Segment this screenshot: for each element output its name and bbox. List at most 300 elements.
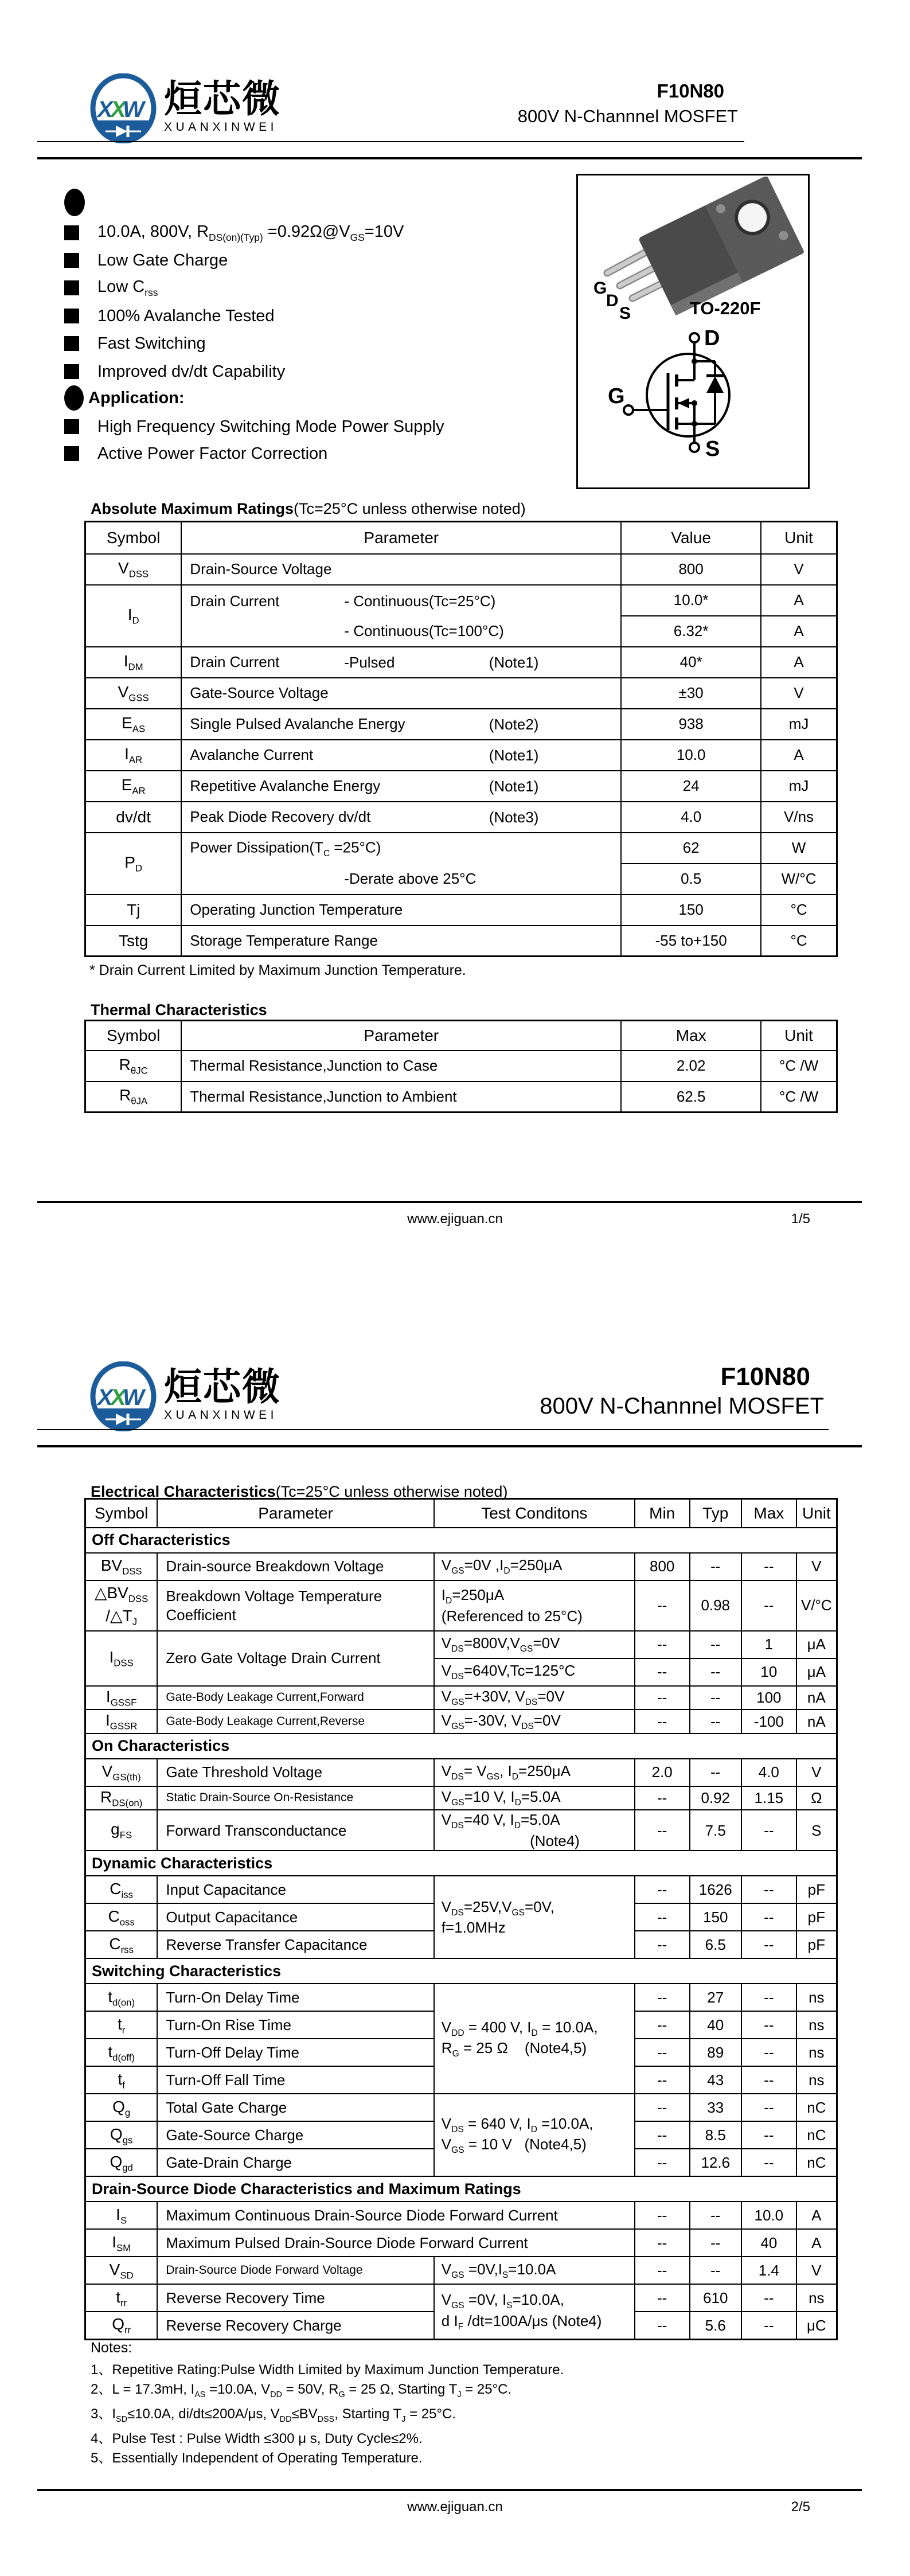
cell-r22-c3: 8.5 xyxy=(690,2121,741,2149)
cell-r7-c6: nA xyxy=(796,1709,837,1734)
cell-r5-c0: $V_{DS}=640V,Tc=125^\circ C$ xyxy=(434,1658,635,1686)
cell-r4-c1: Zero Gate Voltage Drain Current xyxy=(157,1631,433,1686)
feature-text: Application: xyxy=(88,388,185,407)
cell-r2-c0: $BV_{DSS}$ xyxy=(85,1553,158,1580)
header-rule-thick xyxy=(37,1445,862,1447)
section-switching-characteristics: Switching Characteristics xyxy=(85,1958,837,1984)
cell-r22-c4: -- xyxy=(741,2121,796,2149)
cell-r10-c6: Ω xyxy=(796,1786,837,1810)
cell-r9-c0: dv/dt xyxy=(85,802,182,833)
cell-r10-c3: W xyxy=(761,833,837,864)
cell-r18-c5: ns xyxy=(796,2011,837,2039)
cell-r14-c5: pF xyxy=(796,1903,837,1931)
cell-r26-c4: 40 xyxy=(741,2229,796,2257)
cell-r15-c4: -- xyxy=(741,1931,796,1958)
cell-r18-c3: 40 xyxy=(690,2011,741,2039)
cell-r7-c1: Avalanche Current (Note1) xyxy=(181,740,621,771)
cell-r6-c3: mJ xyxy=(761,709,837,740)
cell-r9-c2: $V_{DS}= V_{GS}$, $I_D=250\mu A$ xyxy=(434,1759,635,1786)
cell-r27-c3: -- xyxy=(635,2257,690,2284)
cell-r17-c1: Turn-On Delay Time xyxy=(157,1984,433,2011)
cell-r0-c0: Symbol xyxy=(85,1499,158,1528)
symbol-label-s: S xyxy=(705,437,720,461)
cell-r0-c0: Symbol xyxy=(85,1021,182,1051)
cell-r11-c5: -- xyxy=(741,1810,796,1851)
feature-text: 10.0A, 800V, $R_{DS(on)(Typ)}$ $=0.92\Omega@V_{GS}=10V$ xyxy=(97,222,404,243)
cell-r14-c4: -- xyxy=(741,1903,796,1931)
cell-r27-c5: 1.4 xyxy=(741,2257,796,2284)
cell-r28-c4: 610 xyxy=(690,2284,741,2312)
cell-r23-c2: -- xyxy=(635,2149,690,2176)
cell-r10-c1: Power $Dissipation(T_C =25^\circ C)$ -Derate above 25°C xyxy=(181,833,621,895)
cell-r29-c0: $Q_{rr}$ xyxy=(85,2312,158,2339)
cell-r13-c4: 1626 xyxy=(690,1876,741,1903)
note-line: 4、Pulse Test : Pulse Width ≤300 μ s, Duty Cycle≤2%. xyxy=(91,2430,423,2446)
cell-r10-c3: -- xyxy=(635,1786,690,1810)
cell-r12-c1: Operating Junction Temperature xyxy=(181,895,621,926)
cell-r20-c0: $t_f$ xyxy=(85,2066,158,2094)
cell-r10-c0: $P_D$ xyxy=(85,833,182,895)
title-block xyxy=(540,1363,824,1419)
cell-r12-c0: Tj xyxy=(85,895,182,926)
cell-r2-c3: °C /W xyxy=(761,1082,837,1113)
cell-r6-c2: $V_{GS}=+30V$, $V_{DS}=0V$ xyxy=(434,1686,635,1710)
company-name-latin: XUANXINWEI xyxy=(164,1408,278,1422)
mosfet-symbol xyxy=(591,318,757,462)
part-description: 800V N-Channnel MOSFET xyxy=(540,1394,824,1419)
cell-r13-c3: -- xyxy=(635,1876,690,1903)
feature-item xyxy=(64,220,404,246)
cell-r2-c1: Drain Current - Continuous(Tc=25°C) - Continuous(Tc=100°C) xyxy=(181,585,621,647)
feature-text: Improved dv/dt Capability xyxy=(97,362,286,381)
symbol-label-g: G xyxy=(608,384,625,408)
amr-footnote: * Drain Current Limited by Maximum Junction Temperature. xyxy=(89,962,466,978)
cell-r6-c0: $E_{AS}$ xyxy=(85,709,182,740)
cell-r6-c0: $I_{GSSF}$ xyxy=(85,1686,158,1710)
cell-r11-c4: 7.5 xyxy=(690,1810,741,1851)
note-line: 3、$I_{SD}\le 10.0A$, di/dt≤200A/μs, $V_{DD}\le BV_{DSS}$, Starting $T_J = 25^\circ C$. xyxy=(91,2406,456,2424)
electrical-characteristics-table xyxy=(84,1498,838,2340)
cell-r6-c2: 938 xyxy=(621,709,761,740)
cell-r5-c1: Gate-Source Voltage xyxy=(181,678,621,709)
cell-r20-c5: ns xyxy=(796,2066,837,2094)
cell-r28-c6: ns xyxy=(796,2284,837,2312)
cell-r2-c1: Drain-source Breakdown Voltage xyxy=(157,1553,433,1580)
cell-r0-c3: Unit xyxy=(761,1021,837,1051)
cell-r14-c2: -- xyxy=(635,1903,690,1931)
cell-r9-c2: 4.0 xyxy=(621,802,761,833)
cell-r26-c5: A xyxy=(796,2229,837,2257)
cell-r22-c1: Gate-Source Charge xyxy=(157,2121,433,2149)
part-number: F10N80 xyxy=(720,1363,810,1391)
cell-r15-c3: 6.5 xyxy=(690,1931,741,1958)
square-bullet-icon xyxy=(64,309,79,323)
cell-r11-c1: Forward Transconductance xyxy=(157,1810,433,1851)
cell-r13-c5: -- xyxy=(741,1876,796,1903)
square-bullet-icon xyxy=(64,280,79,295)
cell-r0-c6: Unit xyxy=(796,1499,837,1528)
cell-r13-c2: -55 to+150 xyxy=(621,926,761,957)
cell-r0-c5: Max xyxy=(741,1499,796,1528)
cell-r29-c1: Reverse Recovery Charge xyxy=(157,2312,433,2339)
cell-r13-c0: Tstg xyxy=(85,926,182,957)
section-diode-characteristics: Drain-Source Diode Characteristics and Maximum Ratings xyxy=(85,2176,837,2202)
cell-r4-c0: $I_{DM}$ xyxy=(85,647,182,678)
cell-r6-c5: 100 xyxy=(741,1686,796,1710)
cell-r8-c3: mJ xyxy=(761,771,837,802)
footer-rule xyxy=(37,1201,862,1203)
cell-r9-c5: 4.0 xyxy=(741,1759,796,1786)
cell-r27-c6: V xyxy=(796,2257,837,2284)
square-bullet-icon xyxy=(64,419,79,434)
cell-r6-c1: Single Pulsed Avalanche Energy (Note2) xyxy=(181,709,621,740)
feature-item xyxy=(64,440,327,467)
cell-r2-c0: $I_D$ xyxy=(85,585,182,647)
cell-r18-c2: -- xyxy=(635,2011,690,2039)
cell-r2-c5: -- xyxy=(741,1553,796,1580)
cell-r7-c1: Gate-Body Leakage Current,Reverse xyxy=(157,1709,433,1734)
cell-r7-c0: $I_{AR}$ xyxy=(85,740,182,771)
cell-r21-c4: 33 xyxy=(690,2094,741,2121)
svg-text:X: X xyxy=(111,1385,126,1410)
title-block xyxy=(518,80,738,127)
svg-text:W: W xyxy=(123,97,144,122)
col-unit: Unit xyxy=(761,522,837,554)
cell-r18-c0: $t_r$ xyxy=(85,2011,158,2039)
cell-r7-c5: -100 xyxy=(741,1709,796,1734)
cell-r11-c3: -- xyxy=(635,1810,690,1851)
cell-r4-c6: μA xyxy=(796,1631,837,1658)
cell-r23-c5: nC xyxy=(796,2149,837,2176)
amr-heading: Absolute Maximum Ratings(Tc=25°C unless otherwise noted) xyxy=(91,500,526,517)
cell-r0-c2: Test Conditons xyxy=(434,1499,635,1528)
page-number: 1/5 xyxy=(791,1211,810,1227)
company-logo-icon xyxy=(89,73,157,143)
feature-text: Fast Switching xyxy=(97,334,206,353)
cell-r5-c3: V xyxy=(761,678,837,709)
feature-item xyxy=(64,330,206,357)
cell-r25-c0: $I_S$ xyxy=(85,2202,158,2229)
cell-r14-c1: Output Capacitance xyxy=(157,1903,433,1931)
cell-r20-c3: 43 xyxy=(690,2066,741,2094)
cell-r1-c2: 2.02 xyxy=(621,1051,761,1082)
cell-r2-c3: 800 xyxy=(635,1553,690,1580)
company-name-chinese: 烜芯微 xyxy=(164,1365,281,1408)
feature-text: High Frequency Switching Mode Power Supply xyxy=(97,417,444,436)
section-dynamic-characteristics: Dynamic Characteristics xyxy=(85,1851,837,1876)
symbol-label-d: D xyxy=(704,326,720,350)
features-list xyxy=(64,185,580,463)
cell-r6-c1: Gate-Body Leakage Current,Forward xyxy=(157,1686,433,1710)
cell-r13-c3: °C xyxy=(761,926,837,957)
cell-r1-c3: V xyxy=(761,554,837,585)
cell-r27-c2: $V_{GS} =0V,I_S=10.0A$ xyxy=(434,2257,635,2284)
cell-r25-c1: Maximum Continuous Drain-Source Diode Forward Current xyxy=(157,2202,635,2229)
cell-r21-c5: -- xyxy=(741,2094,796,2121)
col-symbol: Symbol xyxy=(85,522,182,554)
cell-r12-c2: 150 xyxy=(621,895,761,926)
pin-label-g: G xyxy=(593,279,607,298)
cell-r11-c0: 0.5 xyxy=(621,864,761,895)
cell-r1-c1: Drain-Source Voltage xyxy=(181,554,621,585)
cell-r2-c6: V xyxy=(796,1553,837,1580)
cell-r26-c1: Maximum Pulsed Drain-Source Diode Forward Current xyxy=(157,2229,635,2257)
footer-url: www.ejiguan.cn xyxy=(407,1211,503,1227)
cell-r3-c3: -- xyxy=(635,1580,690,1631)
cell-r23-c1: Gate-Drain Charge xyxy=(157,2149,433,2176)
cell-r3-c1: A xyxy=(761,616,837,647)
cell-r8-c1: Repetitive Avalanche Energy (Note1) xyxy=(181,771,621,802)
cell-r8-c0: $E_{AR}$ xyxy=(85,771,182,802)
cell-r26-c2: -- xyxy=(635,2229,690,2257)
feature-text: Low $C_{rss}$ xyxy=(97,277,158,298)
cell-r7-c3: A xyxy=(761,740,837,771)
cell-r10-c1: Static Drain-Source On-Resistance xyxy=(157,1786,433,1810)
cell-r0-c2: Max xyxy=(621,1021,761,1051)
cell-r26-c0: $I_{SM}$ xyxy=(85,2229,158,2257)
cell-r9-c0: $V_{GS(th)}$ xyxy=(85,1759,158,1786)
cell-r2-c2: 10.0* xyxy=(621,585,761,616)
cell-r2-c4: -- xyxy=(690,1553,741,1580)
cell-r21-c0: $Q_g$ xyxy=(85,2094,158,2121)
notes-list xyxy=(91,2360,564,2468)
cell-r28-c3: -- xyxy=(635,2284,690,2312)
svg-text:W: W xyxy=(123,1385,144,1410)
note-line: 5、Essentially Independent of Operating Temperature. xyxy=(91,2450,423,2466)
feature-item xyxy=(64,247,228,274)
company-logo-icon xyxy=(89,1361,157,1431)
cell-r11-c0: $g_{FS}$ xyxy=(85,1810,158,1851)
thermal-characteristics-table xyxy=(84,1020,838,1113)
cell-r4-c5: 1 xyxy=(741,1631,796,1658)
cell-r13-c1: Storage Temperature Range xyxy=(181,926,621,957)
cell-r17-c2: $V_{DD} = 400$ V, $I_D = 10.0A$, $R_G = 25$ Ω (Note4,5) xyxy=(434,1984,635,2094)
cell-r17-c4: 27 xyxy=(690,1984,741,2011)
cell-r7-c2: $V_{GS}=-30V$, $V_{DS}=0V$ xyxy=(434,1709,635,1734)
cell-r28-c5: -- xyxy=(741,2284,796,2312)
part-number: F10N80 xyxy=(657,80,724,102)
svg-text:X: X xyxy=(97,1385,113,1410)
cell-r25-c4: 10.0 xyxy=(741,2202,796,2229)
svg-text:X: X xyxy=(111,97,126,122)
feature-text: 100% Avalanche Tested xyxy=(97,306,275,325)
cell-r9-c6: V xyxy=(796,1759,837,1786)
feature-item xyxy=(64,275,158,301)
cell-r23-c0: $Q_{gd}$ xyxy=(85,2149,158,2176)
cell-r28-c0: $t_{rr}$ xyxy=(85,2284,158,2312)
cell-r20-c1: Turn-Off Fall Time xyxy=(157,2066,433,2094)
cell-r1-c0: $V_{DSS}$ xyxy=(85,554,182,585)
cell-r21-c1: Total Gate Charge xyxy=(157,2094,433,2121)
feature-item xyxy=(64,303,275,329)
cell-r15-c0: $C_{rss}$ xyxy=(85,1931,158,1958)
company-logo xyxy=(89,73,281,143)
cell-r17-c0: $t_{d(on)}$ xyxy=(85,1984,158,2011)
header-rule-thin xyxy=(37,141,744,142)
cell-r13-c2: $V_{DS}=25V,V_{GS}=0V$, f=1.0MHz xyxy=(434,1876,635,1958)
note-line: 2、L = 17.3mH, $I_{AS} =10.0A$, $V_{DD} = 50V$, $R_G = 25$ Ω, Starting $T_J = 25^\circ C$. xyxy=(91,2382,512,2399)
feature-item xyxy=(64,189,85,216)
feature-item xyxy=(64,413,444,440)
cell-r6-c3: -- xyxy=(635,1686,690,1710)
dot-bullet-icon xyxy=(64,189,85,216)
cell-r9-c1: Peak Diode Recovery dv/dt (Note3) xyxy=(181,802,621,833)
cell-r28-c2: $V_{GS} =0V$, $I_S=10.0A$, d $I_F$ /dt=100A/μs (Note4) xyxy=(434,2284,635,2339)
cell-r2-c2: $V_{GS}=0V$ $,I_D=250\mu A$ xyxy=(434,1553,635,1580)
cell-r5-c4: μA xyxy=(796,1658,837,1686)
cell-r10-c0: $R_{DS(on)}$ xyxy=(85,1786,158,1810)
cell-r18-c4: -- xyxy=(741,2011,796,2039)
note-line: 1、Repetitive Rating:Pulse Width Limited by Maximum Junction Temperature. xyxy=(91,2362,564,2378)
cell-r22-c2: -- xyxy=(635,2121,690,2149)
cell-r20-c2: -- xyxy=(635,2066,690,2094)
cell-r15-c1: Reverse Transfer Capacitance xyxy=(157,1931,433,1958)
cell-r22-c0: $Q_{gs}$ xyxy=(85,2121,158,2149)
cell-r17-c6: ns xyxy=(796,1984,837,2011)
feature-item xyxy=(64,358,285,385)
cell-r1-c2: 800 xyxy=(621,554,761,585)
cell-r2-c3: A xyxy=(761,585,837,616)
col-parameter: Parameter xyxy=(181,522,621,554)
cell-r19-c1: Turn-Off Delay Time xyxy=(157,2039,433,2066)
cell-r1-c0: $R_{\theta JC}$ xyxy=(85,1051,182,1082)
cell-r27-c1: Drain-Source Diode Forward Voltage xyxy=(157,2257,433,2284)
cell-r0-c1: Parameter xyxy=(181,1021,621,1051)
cell-r4-c2: 40* xyxy=(621,647,761,678)
cell-r13-c0: $C_{iss}$ xyxy=(85,1876,158,1903)
cell-r17-c3: -- xyxy=(635,1984,690,2011)
absolute-maximum-ratings-table xyxy=(84,521,838,957)
cell-r7-c2: 10.0 xyxy=(621,740,761,771)
cell-r4-c2: $V_{DS}=800V,V_{GS}=0V$ xyxy=(434,1631,635,1658)
cell-r4-c3: -- xyxy=(635,1631,690,1658)
feature-text: Active Power Factor Correction xyxy=(97,444,328,463)
cell-r2-c1: Thermal Resistance,Junction to Ambient xyxy=(181,1082,621,1113)
cell-r1-c3: °C /W xyxy=(761,1051,837,1082)
cell-r27-c4: -- xyxy=(690,2257,741,2284)
cell-r0-c1: Parameter xyxy=(157,1499,433,1528)
cell-r3-c0: $\triangle BV_{DSS}$ $/\triangle T_J$ xyxy=(85,1580,158,1631)
feature-text: Low Gate Charge xyxy=(97,251,228,270)
cell-r6-c6: nA xyxy=(796,1686,837,1710)
cell-r9-c3: 2.0 xyxy=(635,1759,690,1786)
cell-r5-c2: ±30 xyxy=(621,678,761,709)
cell-r19-c4: -- xyxy=(741,2039,796,2066)
cell-r11-c1: W/°C xyxy=(761,864,837,895)
cell-r5-c0: $V_{GSS}$ xyxy=(85,678,182,709)
cell-r4-c1: Drain Current -Pulsed (Note1) xyxy=(181,647,621,678)
section-off-characteristics: Off Characteristics xyxy=(85,1528,837,1553)
cell-r4-c4: -- xyxy=(690,1631,741,1658)
header-rule-thin xyxy=(37,1429,829,1430)
cell-r10-c2: $V_{GS}=10$ V, $I_D=5.0A$ xyxy=(434,1786,635,1810)
cell-r13-c1: Input Capacitance xyxy=(157,1876,433,1903)
square-bullet-icon xyxy=(64,336,79,351)
pin-label-s: S xyxy=(619,304,631,323)
cell-r3-c4: 0.98 xyxy=(690,1580,741,1631)
cell-r21-c3: -- xyxy=(635,2094,690,2121)
cell-r1-c1: Thermal Resistance,Junction to Case xyxy=(181,1051,621,1082)
square-bullet-icon xyxy=(64,364,79,379)
package-name: TO-220F xyxy=(690,298,761,318)
cell-r0-c4: Typ xyxy=(690,1499,741,1528)
cell-r23-c4: -- xyxy=(741,2149,796,2176)
cell-r7-c3: -- xyxy=(635,1709,690,1734)
cell-r3-c0: 6.32* xyxy=(621,616,761,647)
cell-r4-c0: $I_{DSS}$ xyxy=(85,1631,158,1686)
company-name-latin: XUANXINWEI xyxy=(164,120,278,134)
cell-r21-c6: nC xyxy=(796,2094,837,2121)
square-bullet-icon xyxy=(64,253,79,268)
cell-r19-c2: -- xyxy=(635,2039,690,2066)
cell-r28-c1: Reverse Recovery Time xyxy=(157,2284,433,2312)
cell-r10-c4: 0.92 xyxy=(690,1786,741,1810)
cell-r5-c3: 10 xyxy=(741,1658,796,1686)
cell-r11-c2: $V_{DS}=40$ V, $I_D=5.0A$ (Note4) xyxy=(434,1810,635,1851)
cell-r26-c3: -- xyxy=(690,2229,741,2257)
cell-r7-c0: $I_{GSSR}$ xyxy=(85,1709,158,1734)
ec-heading: Electrical Characteristics(Tc=25°C unless otherwise noted) xyxy=(91,1483,508,1500)
datasheet-page-2 xyxy=(0,1288,910,2576)
section-on-characteristics: On Characteristics xyxy=(85,1734,837,1759)
cell-r13-c6: pF xyxy=(796,1876,837,1903)
cell-r7-c4: -- xyxy=(690,1709,741,1734)
cell-r5-c2: -- xyxy=(690,1658,741,1686)
cell-r11-c6: S xyxy=(796,1810,837,1851)
cell-r9-c4: -- xyxy=(690,1759,741,1786)
cell-r23-c3: 12.6 xyxy=(690,2149,741,2176)
cell-r14-c3: 150 xyxy=(690,1903,741,1931)
square-bullet-icon xyxy=(64,446,79,461)
cell-r10-c2: 62 xyxy=(621,833,761,864)
cell-r29-c4: -- xyxy=(741,2312,796,2339)
dot-bullet-icon xyxy=(64,385,84,411)
cell-r25-c5: A xyxy=(796,2202,837,2229)
cell-r29-c5: μC xyxy=(796,2312,837,2339)
cell-r3-c1: Breakdown Voltage Temperature Coefficient xyxy=(157,1580,433,1631)
cell-r5-c1: -- xyxy=(635,1658,690,1686)
footer-rule xyxy=(37,2489,862,2491)
cell-r2-c2: 62.5 xyxy=(621,1082,761,1113)
cell-r4-c3: A xyxy=(761,647,837,678)
svg-text:X: X xyxy=(97,97,113,122)
cell-r6-c4: -- xyxy=(690,1686,741,1710)
cell-r3-c2: $I_D=250\mu A$ (Referenced to 25°C) xyxy=(434,1580,635,1631)
cell-r29-c3: 5.6 xyxy=(690,2312,741,2339)
cell-r17-c5: -- xyxy=(741,1984,796,2011)
header-rule-thick xyxy=(37,157,862,159)
cell-r18-c1: Turn-On Rise Time xyxy=(157,2011,433,2039)
cell-r0-c3: Min xyxy=(635,1499,690,1528)
footer-url: www.ejiguan.cn xyxy=(407,2499,503,2515)
square-bullet-icon xyxy=(64,225,79,240)
page-number: 2/5 xyxy=(791,2499,810,2515)
cell-r20-c4: -- xyxy=(741,2066,796,2094)
pin-label-d: D xyxy=(606,291,619,310)
cell-r3-c6: V/°C xyxy=(796,1580,837,1631)
company-name-chinese: 烜芯微 xyxy=(164,77,281,120)
package-outline-box xyxy=(576,174,810,489)
company-logo xyxy=(89,1361,281,1431)
cell-r19-c5: ns xyxy=(796,2039,837,2066)
cell-r15-c2: -- xyxy=(635,1931,690,1958)
cell-r19-c3: 89 xyxy=(690,2039,741,2066)
cell-r29-c2: -- xyxy=(635,2312,690,2339)
cell-r25-c3: -- xyxy=(690,2202,741,2229)
cell-r27-c0: $V_{SD}$ xyxy=(85,2257,158,2284)
col-value: Value xyxy=(621,522,761,554)
cell-r9-c3: V/ns xyxy=(761,802,837,833)
